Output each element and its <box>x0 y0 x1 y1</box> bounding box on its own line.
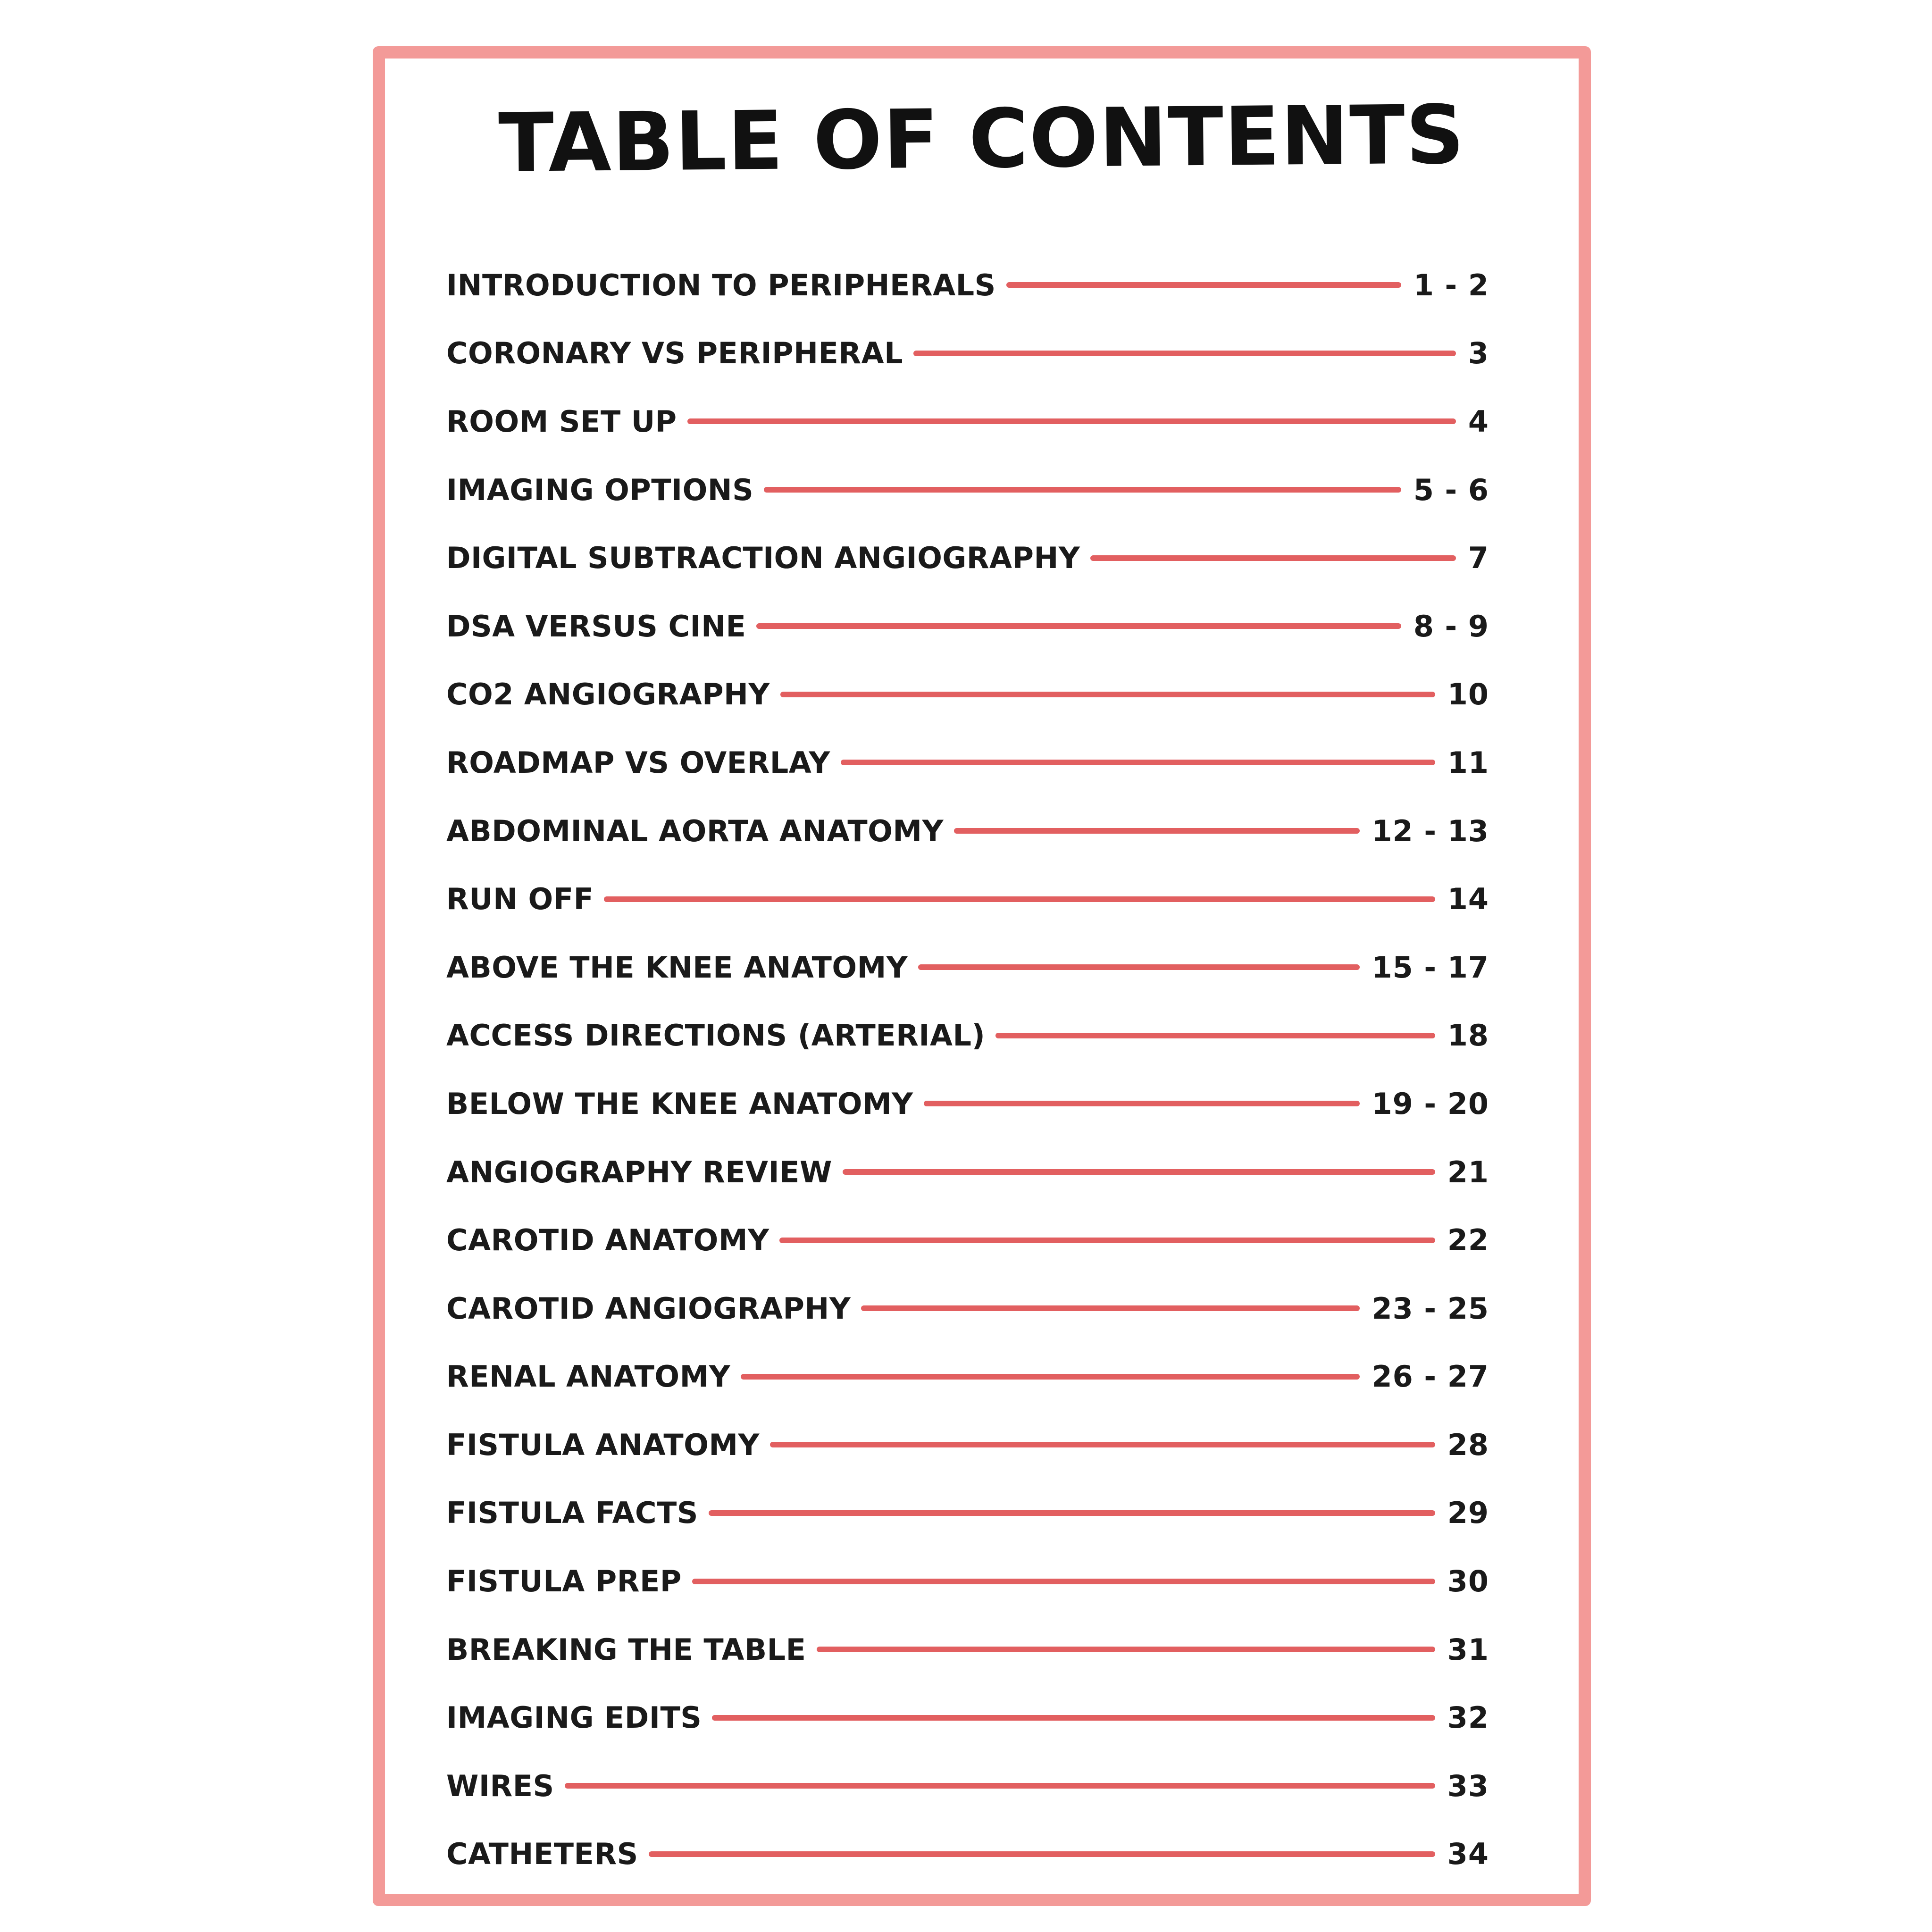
toc-entry-label: FISTULA ANATOMY <box>446 1427 760 1462</box>
toc-entry-pages: 4 <box>1468 404 1489 439</box>
toc-leader-line <box>780 692 1435 697</box>
toc-leader-line <box>954 828 1360 834</box>
toc-entry[interactable] <box>446 1411 1489 1479</box>
toc-entry[interactable] <box>446 456 1489 524</box>
toc-entry-label: CO2 ANGIOGRAPHY <box>446 677 770 712</box>
toc-entry-pages: 7 <box>1468 541 1489 576</box>
toc-entry[interactable] <box>446 1070 1489 1138</box>
toc-entry-pages: 12 - 13 <box>1372 813 1489 848</box>
toc-leader-line <box>741 1374 1359 1380</box>
toc-entry-label: WIRES <box>446 1768 554 1803</box>
toc-leader-line <box>604 896 1435 902</box>
toc-entry-pages: 11 <box>1447 745 1489 780</box>
toc-entry-label: RUN OFF <box>446 882 594 917</box>
toc-entry[interactable] <box>446 251 1489 319</box>
toc-entry[interactable] <box>446 933 1489 1002</box>
toc-leader-line <box>756 623 1401 629</box>
toc-leader-line <box>995 1033 1435 1038</box>
toc-entry-pages: 14 <box>1447 882 1489 917</box>
toc-list <box>446 251 1489 1888</box>
toc-entry[interactable] <box>446 865 1489 933</box>
toc-entry-pages: 26 - 27 <box>1372 1359 1489 1394</box>
toc-leader-line <box>924 1101 1360 1106</box>
toc-entry-label: FISTULA FACTS <box>446 1496 698 1531</box>
toc-entry-label: BELOW THE KNEE ANATOMY <box>446 1086 913 1121</box>
toc-entry-pages: 15 - 17 <box>1372 950 1489 985</box>
toc-leader-line <box>770 1442 1435 1447</box>
toc-entry[interactable] <box>446 1206 1489 1274</box>
toc-entry[interactable] <box>446 1752 1489 1820</box>
toc-leader-line <box>712 1715 1435 1721</box>
toc-entry-pages: 5 - 6 <box>1413 472 1489 507</box>
toc-leader-line <box>779 1238 1435 1243</box>
toc-entry-pages: 10 <box>1447 677 1489 712</box>
toc-leader-line <box>1006 282 1401 288</box>
toc-entry-pages: 18 <box>1447 1018 1489 1053</box>
toc-entry-label: IMAGING OPTIONS <box>446 472 754 507</box>
toc-entry-label: ABDOMINAL AORTA ANATOMY <box>446 813 944 848</box>
toc-entry-label: CORONARY VS PERIPHERAL <box>446 336 903 371</box>
toc-entry-pages: 32 <box>1447 1700 1489 1735</box>
toc-entry[interactable] <box>446 1274 1489 1343</box>
toc-entry-label: BREAKING THE TABLE <box>446 1632 806 1667</box>
toc-leader-line <box>764 487 1401 493</box>
toc-leader-line <box>649 1851 1435 1857</box>
toc-entry[interactable] <box>446 1479 1489 1547</box>
toc-entry-pages: 23 - 25 <box>1372 1291 1489 1326</box>
toc-leader-line <box>687 418 1456 424</box>
toc-entry-pages: 8 - 9 <box>1413 609 1489 644</box>
toc-entry-pages: 1 - 2 <box>1413 268 1489 302</box>
page-frame <box>373 46 1591 1906</box>
toc-entry-label: CAROTID ANGIOGRAPHY <box>446 1291 851 1326</box>
toc-entry-label: ROADMAP VS OVERLAY <box>446 745 830 780</box>
toc-entry[interactable] <box>446 1138 1489 1206</box>
toc-entry[interactable] <box>446 387 1489 456</box>
toc-entry-label: INTRODUCTION TO PERIPHERALS <box>446 268 996 302</box>
toc-leader-line <box>918 964 1359 970</box>
toc-entry[interactable] <box>446 1343 1489 1411</box>
toc-entry-label: ANGIOGRAPHY REVIEW <box>446 1154 832 1189</box>
toc-entry-label: ROOM SET UP <box>446 404 677 439</box>
toc-leader-line <box>843 1169 1435 1175</box>
toc-entry-pages: 22 <box>1447 1223 1489 1258</box>
toc-entry-pages: 21 <box>1447 1154 1489 1189</box>
toc-entry[interactable] <box>446 524 1489 592</box>
toc-entry-label: ACCESS DIRECTIONS (ARTERIAL) <box>446 1018 986 1053</box>
toc-leader-line <box>709 1510 1435 1516</box>
toc-entry-pages: 3 <box>1468 336 1489 371</box>
toc-entry-pages: 34 <box>1447 1837 1489 1872</box>
toc-entry-pages: 33 <box>1447 1768 1489 1803</box>
toc-entry[interactable] <box>446 661 1489 729</box>
toc-leader-line <box>692 1579 1435 1584</box>
toc-entry[interactable] <box>446 1615 1489 1684</box>
toc-entry-label: FISTULA PREP <box>446 1564 682 1599</box>
toc-entry[interactable] <box>446 1820 1489 1889</box>
toc-leader-line <box>861 1305 1359 1311</box>
page-title: TABLE OF CONTENTS <box>498 87 1466 191</box>
toc-entry-pages: 19 - 20 <box>1372 1086 1489 1121</box>
toc-entry-label: DSA VERSUS CINE <box>446 609 746 644</box>
toc-entry-pages: 30 <box>1447 1564 1489 1599</box>
toc-entry[interactable] <box>446 319 1489 388</box>
toc-leader-line <box>913 351 1456 356</box>
toc-entry-label: IMAGING EDITS <box>446 1700 702 1735</box>
toc-entry[interactable] <box>446 1547 1489 1615</box>
toc-leader-line <box>841 760 1435 765</box>
toc-entry[interactable] <box>446 728 1489 797</box>
toc-leader-line <box>1090 555 1456 561</box>
toc-entry[interactable] <box>446 1002 1489 1070</box>
toc-entry-pages: 28 <box>1447 1427 1489 1462</box>
toc-entry[interactable] <box>446 592 1489 661</box>
toc-leader-line <box>817 1647 1435 1652</box>
toc-entry-label: CATHETERS <box>446 1837 638 1872</box>
toc-entry-label: RENAL ANATOMY <box>446 1359 731 1394</box>
toc-entry[interactable] <box>446 1683 1489 1752</box>
toc-entry-label: DIGITAL SUBTRACTION ANGIOGRAPHY <box>446 541 1080 576</box>
toc-entry[interactable] <box>446 797 1489 865</box>
toc-entry-pages: 31 <box>1447 1632 1489 1667</box>
toc-entry-label: ABOVE THE KNEE ANATOMY <box>446 950 908 985</box>
toc-leader-line <box>565 1783 1435 1789</box>
toc-entry-label: CAROTID ANATOMY <box>446 1223 769 1258</box>
toc-entry-pages: 29 <box>1447 1496 1489 1531</box>
